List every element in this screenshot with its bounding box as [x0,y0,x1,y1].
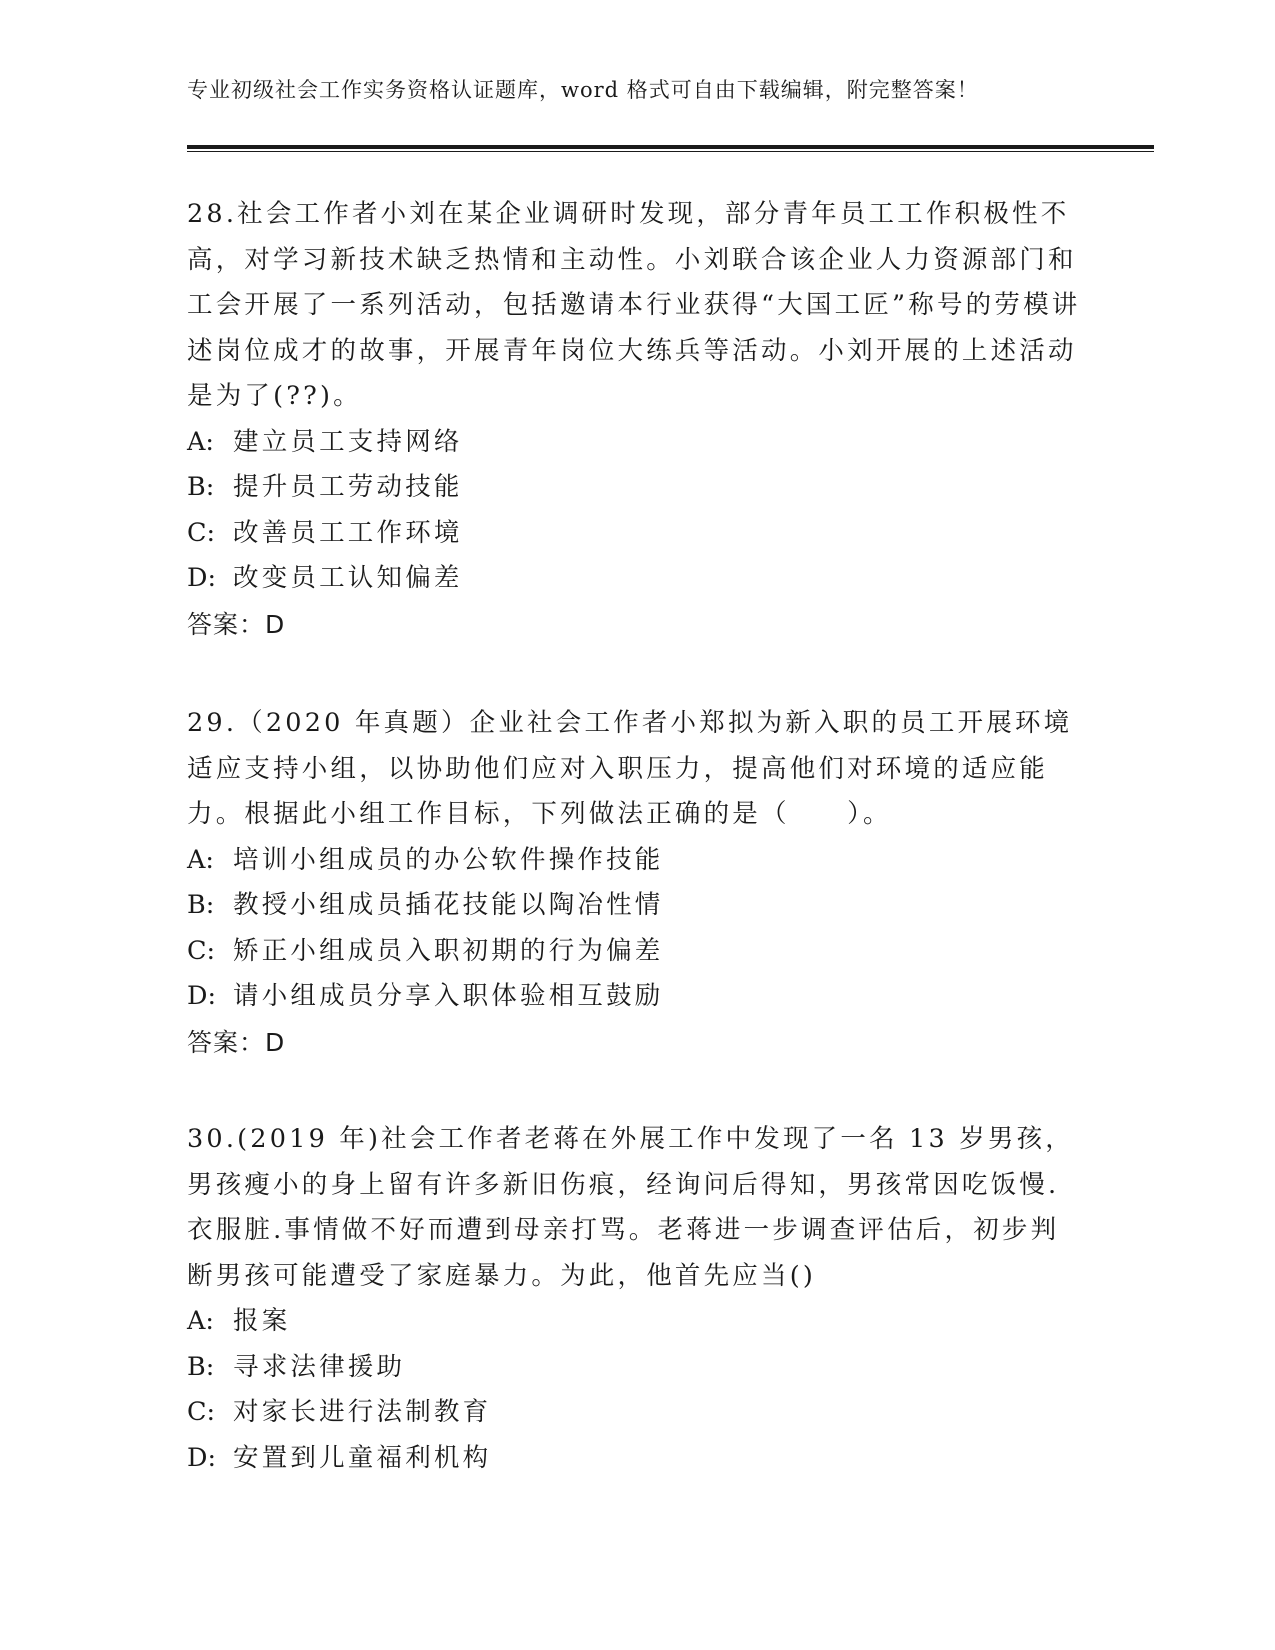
question-stem: 30.(2019 年)社会工作者老蒋在外展工作中发现了一名 13 岁男孩，男孩瘦小的身上留有许多新旧伤痕，经询问后得知，男孩常因吃饭慢.衣服脏.事情做不好而遭到母亲打骂。老蒋进一步调查评估后，初步判断男孩可能遭受了家庭暴力。为此，他首先应当() [187,1124,1075,1291]
option-letter: B: [187,890,215,920]
option-letter: A: [187,844,215,875]
option-text: 对家长进行法制教育 [233,1397,492,1427]
option-b [187,883,1087,929]
option-c [187,1390,1087,1436]
option-d [187,556,1087,602]
option-c [187,511,1087,557]
option-text: 寻求法律援助 [233,1351,406,1382]
option-b [187,465,1087,511]
option-d [187,1436,1087,1482]
option-letter: C: [187,1397,216,1427]
option-a [187,420,1087,466]
option-c [187,929,1087,975]
question-29 [187,701,1087,1065]
option-letter: D: [187,1442,217,1473]
option-letter: A: [187,1306,215,1336]
option-a [187,1299,1087,1345]
answer: 答案：D [187,1027,286,1057]
option-letter: C: [187,517,216,548]
header-rule-thin [187,151,1154,152]
option-text: 矫正小组成员入职初期的行为偏差 [233,935,664,966]
option-text: 建立员工支持网络 [233,426,463,457]
option-letter: D: [187,981,217,1011]
question-28 [187,192,1087,647]
option-text: 报案 [233,1306,291,1336]
option-b [187,1345,1087,1391]
header-rule-thick [187,145,1154,149]
option-letter: B: [187,472,215,502]
option-letter: B: [187,1351,215,1382]
option-d [187,974,1087,1020]
option-text: 教授小组成员插花技能以陶冶性情 [233,890,664,920]
option-text: 改善员工工作环境 [233,517,463,548]
question-30 [187,1117,1087,1481]
option-letter: C: [187,935,216,966]
option-text: 提升员工劳动技能 [233,472,463,502]
option-letter: D: [187,563,217,593]
question-stem: 29.（2020 年真题）企业社会工作者小郑拟为新入职的员工开展环境适应支持小组，以协助他们应对入职压力，提高他们对环境的适应能力。根据此小组工作目标，下列做法正确的是（ ）。 [187,708,1073,829]
option-text: 改变员工认知偏差 [233,563,463,593]
option-text: 安置到儿童福利机构 [233,1442,492,1473]
option-text: 培训小组成员的办公软件操作技能 [233,844,664,875]
option-a [187,838,1087,884]
option-letter: A: [187,426,215,457]
question-stem: 28.社会工作者小刘在某企业调研时发现，部分青年员工工作积极性不高，对学习新技术缺乏热情和主动性。小刘联合该企业人力资源部门和工会开展了一系列活动，包括邀请本行业获得“大国工匠”称号的劳模讲述岗位成才的故事，开展青年岗位大练兵等活动。小刘开展的上述活动是为了(??)。 [187,199,1081,411]
option-text: 请小组成员分享入职体验相互鼓励 [233,981,664,1011]
page-header: 专业初级社会工作实务资格认证题库，word 格式可自由下载编辑，附完整答案！ [187,78,979,102]
answer: 答案：D [187,609,286,639]
